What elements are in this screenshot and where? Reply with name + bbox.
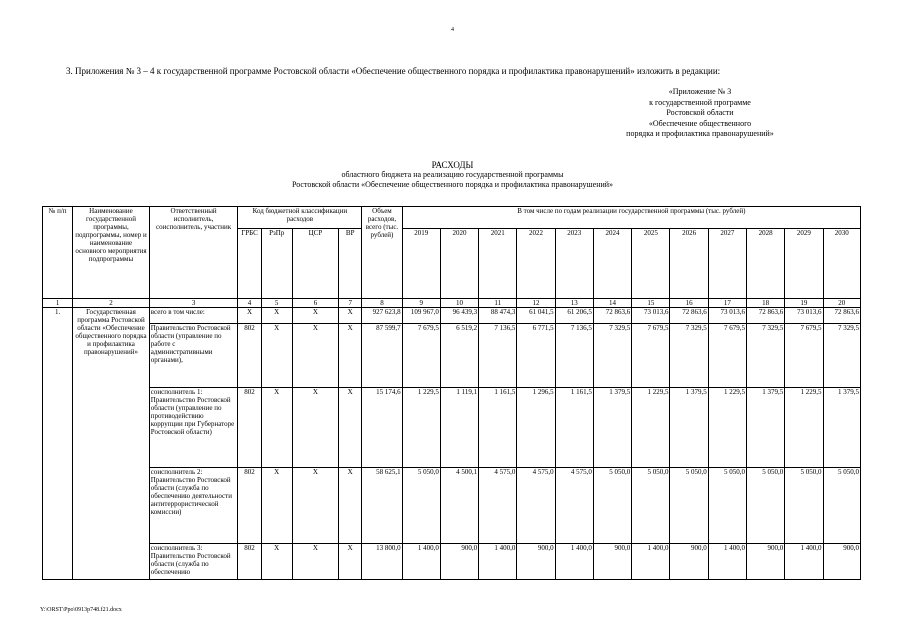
column-number: 18: [746, 299, 784, 308]
column-number: 6: [292, 299, 338, 308]
year-value-cell: 4 575,0: [555, 468, 593, 544]
year-value-cell: 5 050,0: [632, 468, 670, 544]
rzpr-cell: X: [261, 544, 292, 580]
column-number: 12: [517, 299, 555, 308]
appendix-header: [595, 87, 805, 140]
total-cell: 58 625,1: [362, 468, 402, 544]
column-number: 17: [708, 299, 746, 308]
year-value-cell: 4 500,1: [440, 468, 478, 544]
csr-cell: X: [292, 544, 338, 580]
year-value-cell: 1 229,5: [402, 388, 440, 468]
year-value-cell: 7 329,5: [823, 324, 860, 388]
year-value-cell: 1 400,0: [708, 544, 746, 580]
year-value-cell: 1 119,1: [440, 388, 478, 468]
table-row: [43, 544, 861, 580]
year-value-cell: 900,0: [593, 544, 631, 580]
vr-cell: X: [339, 388, 362, 468]
executor-cell: Правительство Ростовской области (управление по работе с административными органами),: [149, 324, 238, 388]
total-cell: 13 800,0: [362, 544, 402, 580]
year-value-cell: 5 050,0: [823, 468, 860, 544]
header-year: 2024: [593, 229, 631, 299]
appendix-line: «Приложение № 3: [668, 87, 732, 96]
vr-cell: X: [339, 468, 362, 544]
year-value-cell: 72 863,6: [746, 308, 784, 324]
year-value-cell: 7 136,5: [555, 324, 593, 388]
year-value-cell: 5 050,0: [670, 468, 708, 544]
column-number: 9: [402, 299, 440, 308]
header-year: 2029: [785, 229, 823, 299]
column-number: 4: [238, 299, 261, 308]
column-number: 10: [440, 299, 478, 308]
page-number: 4: [451, 27, 454, 33]
header-year: 2022: [517, 229, 555, 299]
year-value-cell: 7 329,5: [593, 324, 631, 388]
year-value-cell: 1 379,5: [670, 388, 708, 468]
column-number: 11: [479, 299, 517, 308]
year-value-cell: 1 400,0: [555, 544, 593, 580]
column-number: 5: [261, 299, 292, 308]
header-year: 2020: [440, 229, 478, 299]
rzpr-cell: X: [261, 324, 292, 388]
csr-cell: X: [292, 308, 338, 324]
year-value-cell: 1 161,5: [479, 388, 517, 468]
year-value-cell: 72 863,6: [670, 308, 708, 324]
total-cell: 87 599,7: [362, 324, 402, 388]
year-value-cell: 73 013,6: [632, 308, 670, 324]
grbs-cell: 802: [238, 544, 261, 580]
year-value-cell: 7 679,5: [402, 324, 440, 388]
grbs-cell: 802: [238, 388, 261, 468]
column-number: 15: [632, 299, 670, 308]
year-value-cell: 1 379,5: [593, 388, 631, 468]
year-value-cell: 5 050,0: [402, 468, 440, 544]
year-value-cell: 1 161,5: [555, 388, 593, 468]
year-value-cell: 900,0: [823, 544, 860, 580]
year-value-cell: 7 329,5: [670, 324, 708, 388]
total-cell: 15 174,6: [362, 388, 402, 468]
year-value-cell: 1 229,5: [708, 388, 746, 468]
file-path-footer: Y:\ORST\Ppo\0913p748.f21.docx: [40, 607, 122, 613]
year-value-cell: 900,0: [440, 544, 478, 580]
header-year: 2027: [708, 229, 746, 299]
header-csr: ЦСР: [292, 229, 338, 299]
grbs-cell: 802: [238, 324, 261, 388]
column-number: 13: [555, 299, 593, 308]
total-cell: 927 623,8: [362, 308, 402, 324]
column-number: 2: [73, 299, 150, 308]
vr-cell: X: [339, 324, 362, 388]
header-year: 2021: [479, 229, 517, 299]
rzpr-cell: X: [261, 468, 292, 544]
title-line: областного бюджета на реализацию государственной программы: [341, 170, 564, 179]
table-row: [43, 388, 861, 468]
year-value-cell: 1 379,5: [823, 388, 860, 468]
executor-cell: соисполнитель 3: Правительство Ростовской области (служба по обеспечению: [149, 544, 238, 580]
column-number-row: [43, 299, 861, 308]
column-number: 16: [670, 299, 708, 308]
header-grbs: ГРБС: [238, 229, 261, 299]
header-years-group: В том числе по годам реализации государственной программы (тыс. рублей): [402, 207, 860, 229]
header-year: 2023: [555, 229, 593, 299]
year-value-cell: 5 050,0: [785, 468, 823, 544]
column-number: 3: [149, 299, 238, 308]
intro-paragraph: 3. Приложения № 3 – 4 к государственной программе Ростовской области «Обеспечение общественного порядка и профилактика правонарушений» изложить в редакции:: [66, 66, 721, 76]
year-value-cell: 61 206,5: [555, 308, 593, 324]
year-value-cell: 72 863,6: [593, 308, 631, 324]
year-value-cell: 7 679,5: [708, 324, 746, 388]
rzpr-cell: X: [261, 308, 292, 324]
year-value-cell: 7 679,5: [785, 324, 823, 388]
header-rzpr: РзПр: [261, 229, 292, 299]
year-value-cell: 6 771,5: [517, 324, 555, 388]
vr-cell: X: [339, 308, 362, 324]
executor-cell: всего в том числе:: [149, 308, 238, 324]
column-number: 20: [823, 299, 860, 308]
title-line: Ростовской области «Обеспечение общественного порядка и профилактика правонарушений»: [291, 180, 614, 189]
year-value-cell: 900,0: [517, 544, 555, 580]
year-value-cell: 1 229,5: [785, 388, 823, 468]
year-value-cell: 7 329,5: [746, 324, 784, 388]
csr-cell: X: [292, 468, 338, 544]
column-number: 1: [43, 299, 73, 308]
year-value-cell: 72 863,6: [823, 308, 860, 324]
header-code-group: Код бюджетной классификации расходов: [238, 207, 362, 229]
year-value-cell: 6 519,2: [440, 324, 478, 388]
header-year: 2030: [823, 229, 860, 299]
year-value-cell: 88 474,3: [479, 308, 517, 324]
year-value-cell: 109 967,0: [402, 308, 440, 324]
year-value-cell: 1 400,0: [479, 544, 517, 580]
appendix-line: порядка и профилактика правонарушений»: [626, 129, 774, 138]
program-name: Государственная программа Ростовской области «Обеспечение общественного порядка и профилактика правонарушений»: [73, 308, 150, 580]
column-number: 19: [785, 299, 823, 308]
table-row: [43, 308, 861, 324]
year-value-cell: 1 379,5: [746, 388, 784, 468]
document-title: [0, 160, 905, 190]
year-value-cell: 61 041,5: [517, 308, 555, 324]
table-row: [43, 324, 861, 388]
rzpr-cell: X: [261, 388, 292, 468]
year-value-cell: 900,0: [746, 544, 784, 580]
year-value-cell: 73 013,6: [708, 308, 746, 324]
year-value-cell: 5 050,0: [708, 468, 746, 544]
header-volume: Объем расходов, всего (тыс. рублей): [362, 207, 402, 299]
column-number: 8: [362, 299, 402, 308]
header-year: 2019: [402, 229, 440, 299]
year-value-cell: 1 400,0: [785, 544, 823, 580]
appendix-line: «Обеспечение общественного: [648, 118, 752, 128]
program-number: 1.: [43, 308, 73, 580]
header-year: 2028: [746, 229, 784, 299]
expenses-table: [42, 206, 861, 580]
year-value-cell: 1 229,5: [632, 388, 670, 468]
year-value-cell: 1 400,0: [632, 544, 670, 580]
table-row: [43, 468, 861, 544]
appendix-line: Ростовской области: [666, 108, 734, 117]
title-main: РАСХОДЫ: [431, 160, 474, 170]
column-number: 14: [593, 299, 631, 308]
year-value-cell: 5 050,0: [593, 468, 631, 544]
year-value-cell: 4 575,0: [479, 468, 517, 544]
header-vr: ВР: [339, 229, 362, 299]
executor-cell: соисполнитель 1: Правительство Ростовской области (управление по противодействию коррупции при Губернаторе Ростовской области): [149, 388, 238, 468]
csr-cell: X: [292, 324, 338, 388]
header-num: № п/п: [43, 207, 73, 299]
year-value-cell: 7 679,5: [632, 324, 670, 388]
year-value-cell: 900,0: [670, 544, 708, 580]
header-year: 2025: [632, 229, 670, 299]
executor-cell: соисполнитель 2: Правительство Ростовской области (служба по обеспечению деятельности антитеррористической комиссии): [149, 468, 238, 544]
year-value-cell: 4 575,0: [517, 468, 555, 544]
csr-cell: X: [292, 388, 338, 468]
header-executor: Ответственный исполнитель, соисполнитель, участник: [149, 207, 238, 299]
year-value-cell: 5 050,0: [746, 468, 784, 544]
grbs-cell: 802: [238, 468, 261, 544]
year-value-cell: 1 296,5: [517, 388, 555, 468]
column-number: 7: [339, 299, 362, 308]
header-name: Наименование государственной программы, подпрограммы, номер и наименование основного мероприятия подпрограммы: [73, 207, 150, 299]
year-value-cell: 1 400,0: [402, 544, 440, 580]
year-value-cell: 73 013,6: [785, 308, 823, 324]
year-value-cell: 96 439,3: [440, 308, 478, 324]
vr-cell: X: [339, 544, 362, 580]
grbs-cell: X: [238, 308, 261, 324]
year-value-cell: 7 136,5: [479, 324, 517, 388]
header-year: 2026: [670, 229, 708, 299]
appendix-line: к государственной программе: [649, 97, 751, 107]
